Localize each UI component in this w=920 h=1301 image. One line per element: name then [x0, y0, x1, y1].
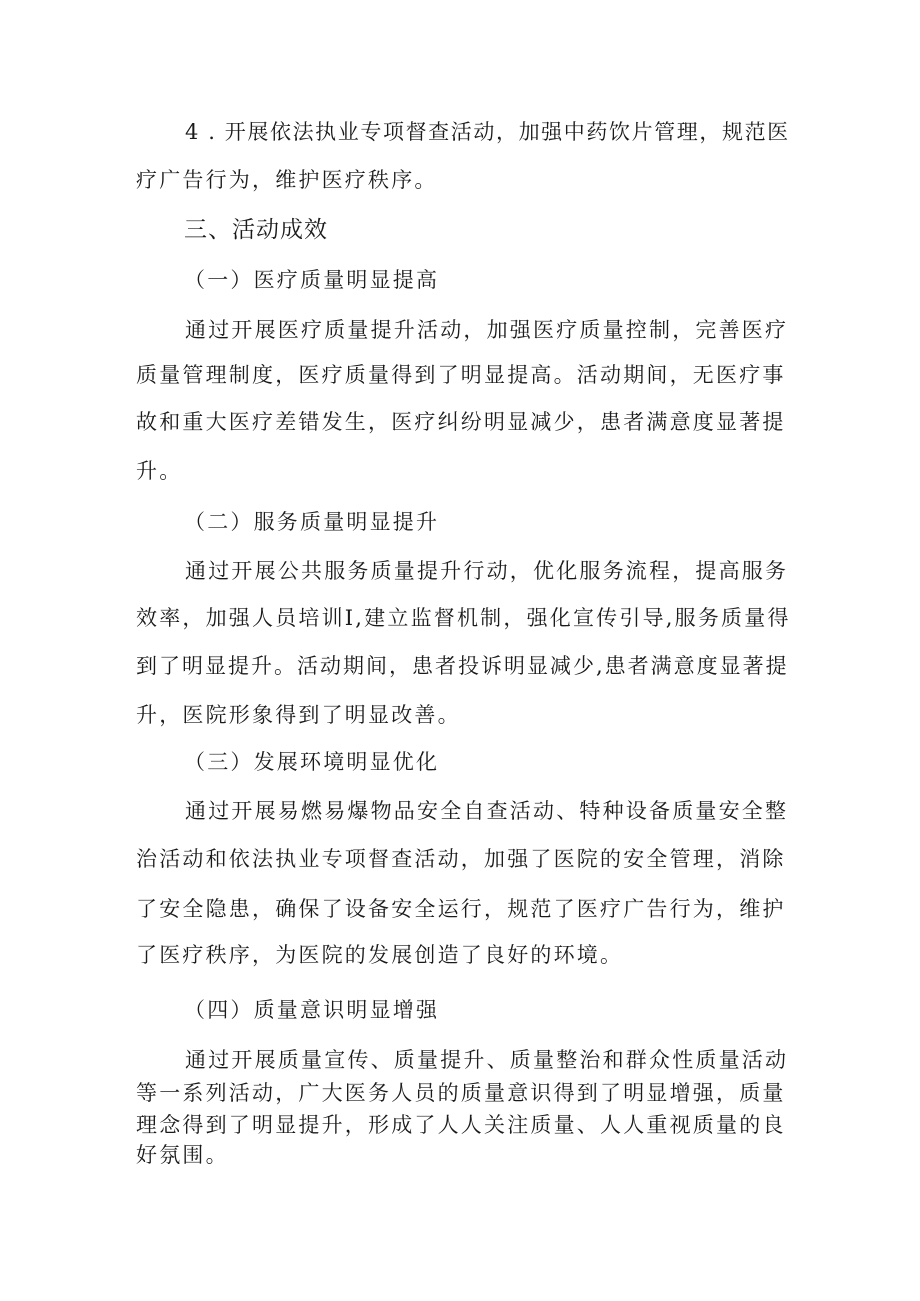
paragraph-line: 效率，加强人员培训I,建立监督机制，强化宣传引导,服务质量得 [136, 606, 791, 630]
paragraph-line: 等一系列活动，广大医务人员的质量意识得到了明显增强，质量 [136, 1081, 786, 1105]
paragraph-line: 通过开展公共服务质量提升行动，优化服务流程，提高服务 [185, 559, 789, 583]
paragraph-line: 好氛围。 [136, 1143, 229, 1167]
paragraph-line: 了医疗秩序，为医院的发展创造了良好的环境。 [136, 943, 624, 967]
section-heading-results: 三、活动成效 [184, 217, 328, 243]
subheading-medical-quality: （一）医疗质量明显提高 [184, 268, 440, 292]
subheading-environment: （三）发展环境明显优化 [184, 750, 440, 774]
paragraph-line: 故和重大医疗差错发生，医疗纠纷明显减少，患者满意度显著提 [136, 410, 786, 434]
paragraph-line: 升。 [136, 459, 183, 483]
paragraph-line: 理念得到了明显提升，形成了人人关注质量、人人重视质量的良 [136, 1113, 786, 1137]
paragraph-line: 通过开展易燃易爆物品安全自查活动、特种设备质量安全整 [185, 799, 789, 823]
paragraph-line: 了安全隐患，确保了设备安全运行，规范了医疗广告行为，维护 [136, 897, 786, 921]
paragraph-line: 治活动和依法执业专项督查活动，加强了医院的安全管理，消除 [136, 847, 786, 871]
paragraph-line: 到了明显提升。活动期间，患者投诉明显减少,患者满意度显著提 [136, 654, 789, 678]
subheading-quality-awareness: （四）质量意识明显增强 [184, 998, 440, 1022]
paragraph-line: 通过开展医疗质量提升活动，加强医疗质量控制，完善医疗 [185, 318, 789, 342]
item4-line2: 疗广告行为，维护医疗秩序。 [136, 168, 438, 192]
item4-line1: 4 . 开展依法执业专项督查活动，加强中药饮片管理，规范医 [185, 120, 790, 144]
paragraph-line: 质量管理制度，医疗质量得到了明显提高。活动期间，无医疗事 [136, 363, 786, 387]
paragraph-line: 通过开展质量宣传、质量提升、质量整治和群众性质量活动 [185, 1048, 789, 1072]
subheading-service-quality: （二）服务质量明显提升 [184, 510, 440, 534]
paragraph-line: 升，医院形象得到了明显改善。 [136, 703, 461, 727]
